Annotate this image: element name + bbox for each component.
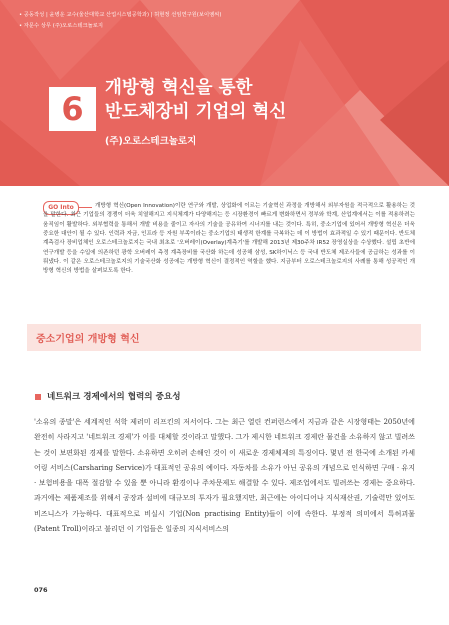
credit-line: • 자문수 상무 (주)오로스테크놀로지 bbox=[19, 23, 103, 29]
bullet-square-icon bbox=[35, 394, 41, 400]
company-name: (주)오로스테크놀로지 bbox=[105, 136, 197, 147]
credits bbox=[19, 10, 221, 32]
page-number: 076 bbox=[34, 586, 48, 594]
chapter-number: 6 bbox=[49, 87, 96, 131]
go-info-badge: GO Into bbox=[43, 201, 79, 215]
title-line: 반도체장비 기업의 혁신 bbox=[105, 102, 287, 122]
section-title: 중소기업의 개방형 혁신 bbox=[36, 334, 140, 345]
subsection-title: 네트워크 경제에서의 협력의 중요성 bbox=[47, 392, 181, 402]
credit-line: • 공동작성 | 윤병운 교수(울산대학교 산업시스템공학과) | 허현정 선임연구원(보이엠씨) bbox=[19, 12, 222, 18]
title-line: 개방형 혁신을 통한 bbox=[105, 78, 253, 98]
chapter-title bbox=[105, 76, 286, 124]
body-paragraph: '소유의 종말'은 세계적인 석학 제러미 리프킨의 저서이다. 그는 최근 열린 컨퍼런스에서 지금과 같은 시장형태는 2050년에 완전히 사라지고 '네트워크 경제'가 이를 대체할 것이라고 말했다. 그가 제시한 네트워크 경제란 물건을 소유하지 않고 빌려쓰는 것이 보편화된 경제를 말한다. 소유하면 오히려 손해인 것이 이 새로운 경제체제의 특징이다. 몇년 전 한국에 소개된 카셰어링 서비스(Carsharing Service)가 대표적인 공유의 예이다. 자동차를 소유가 아닌 공유의 개념으로 인식하면 구매 · 유지 · 보험비용을 대폭 절감할 수 있을 뿐 아니라 환경이나 주차문제도 해결할 수 있다. 제조업에서도 빌려쓰는 경제는 중요하다. 과거에는 제품제조를 위해서 공장과 설비에 대규모의 투자가 필요했지만, 최근에는 아이디어나 지식재산권, 기술력만 있어도 비즈니스가 가능하다. 대표적으로 비실시 기업(Non practising Entity)들이 이에 속한다. 부정적 의미에서 특허괴물(Patent Troll)이라고 불리던 이 기업들은 일종의 지식서비스의 bbox=[34, 417, 415, 534]
chapter-banner bbox=[0, 0, 449, 186]
intro-paragraph: 개방형 혁신(Open Innovation)이란 연구와 개발, 상업화에 이르는 기술혁신 과정을 개방해서 외부자원을 적극적으로 활용하는 것을 말한다. 최근 기업들의 경쟁이 더욱 치열해지고 지식체계가 다양해지는 등 시장환경이 빠르게 변화하면서 정부와 학계, 산업계에서는 이를 적용하려는 움직임이 활발하다. 외부협력을 통해서 개발 비용을 줄이고 자사의 기술을 공유하여 시너지를 내는 것이다. 특히, 중소기업에 있어서 개방형 혁신은 더욱 중요한 대안이 될 수 있다. 인력과 자금, 인프라 등 자원 부족이라는 중소기업의 태생적 한계를 극복하는 데 이 방법이 효과적일 수 있기 때문이다. 반도체 계측검사 장비업체인 오로스테크놀로지는 국내 최초로 '오버레이(Overlay)계측기'를 개발해 2013년 제30주차 IR52 장영실상을 수상했다. 설립 초반에 연구개발 등을 수입에 의존하던 광학 오버레이 측정 계측장비를 국산화 하는데 성공해 삼성, SK하이닉스 등 국내 반도체 제조사들에 공급하는 성과를 이뤄냈다. 이 같은 오로스테크놀로지의 기술국산화 성공에는 개방형 혁신이 결정적인 역할을 했다. 지금부터 오로스테크놀로지의 사례를 통해 성공적인 개방형 혁신의 방법을 살펴보도록 한다. bbox=[43, 203, 415, 275]
